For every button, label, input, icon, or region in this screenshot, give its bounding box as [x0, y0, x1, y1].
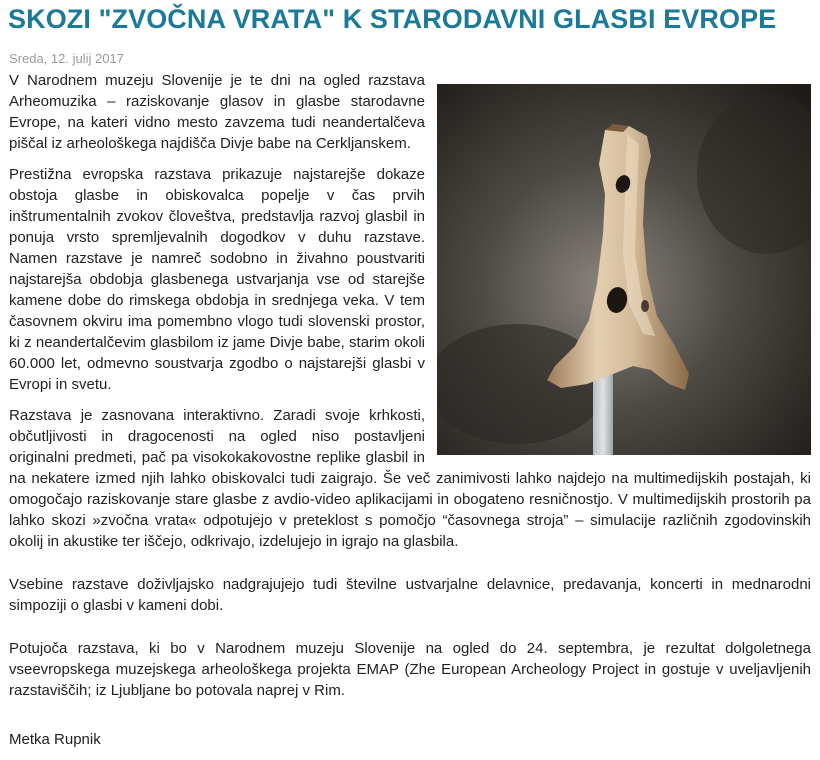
neanderthal-flute-photo — [437, 84, 811, 455]
flute-image-graphic — [437, 84, 811, 455]
paragraph-1: V Narodnem muzeju Slovenije je te dni na ogled razstava Arheomuzika – raziskovanje glasov in glasbe starodavne Evrope, na kateri vidno mesto zavzema tudi neandertalčeva piščal iz arheološkega najdišča Divje babe na Cerkljanskem. — [9, 72, 425, 152]
author-name: Metka Rupnik — [9, 731, 101, 748]
paragraph-3: Razstava je zasnovana interaktivno. Zaradi svoje krhkosti, občutljivosti in dragocenosti na ogled niso postavljeni originalni predmeti, pač pa visokokakovostne replike glasbil in na nekatere izmed njih lahko obiskovalci tudi zaigrajo. Še več zanimivosti lahko najdejo na multimedijskih postajah, ki omogočajo raziskovanje stare glasbe z avdio-video aplikacijami in obogateno resničnostjo. V multimedijskih prostorih pa lahko skozi »zvočna vrata« odpotujejo v preteklost s pomočjo “časovnega stroja” – simulacije različnih zgodovinskih okolij in akustike ter iščejo, odkrivajo, izdelujejo in igrajo na glasbila. — [9, 407, 811, 550]
article-title: SKOZI "ZVOČNA VRATA" K STARODAVNI GLASBI EVROPE — [8, 4, 777, 34]
paragraph-2: Prestižna evropska razstava prikazuje najstarejše dokaze obstoja glasbe in obiskovalca popelje v čas prvih inštrumentalnih zvokov človeštva, predstavlja razvoj glasbil in ponuja vrsto spremljevalnih dogodkov v duhu razstave. Namen razstave je namreč sodobno in živahno poustvariti najstarejša obdobja glasbenega ustvarjanja vse od starejše kamene dobe do rimskega obdobja in srednjega veka. V tem časovnem okviru ima pomembno vlogo tudi slovenski prostor, ki z neandertalčevim glasbilom iz jame Divje babe, starim okoli 60.000 let, odmevno soustvarja zgodbo o najstarejši glasbi v Evropi in svetu. — [9, 166, 425, 393]
paragraph-4: Vsebine razstave doživljajsko nadgrajujejo tudi številne ustvarjalne delavnice, predavanja, koncerti in mednarodni simpoziji o glasbi v kameni dobi. — [9, 576, 811, 614]
article-body — [9, 70, 811, 760]
publish-date: Sreda, 12. julij 2017 — [9, 51, 124, 66]
paragraph-5: Potujoča razstava, ki bo v Narodnem muzeju Slovenije na ogled do 24. septembra, je rezultat dolgoletnega vseevropskega muzejskega arheološkega projekta EMAP (Zhe European Archeology Project in gostuje v uveljavljenih razstaviščih; iz Ljubljane bo potovala naprej v Rim. — [9, 640, 811, 699]
